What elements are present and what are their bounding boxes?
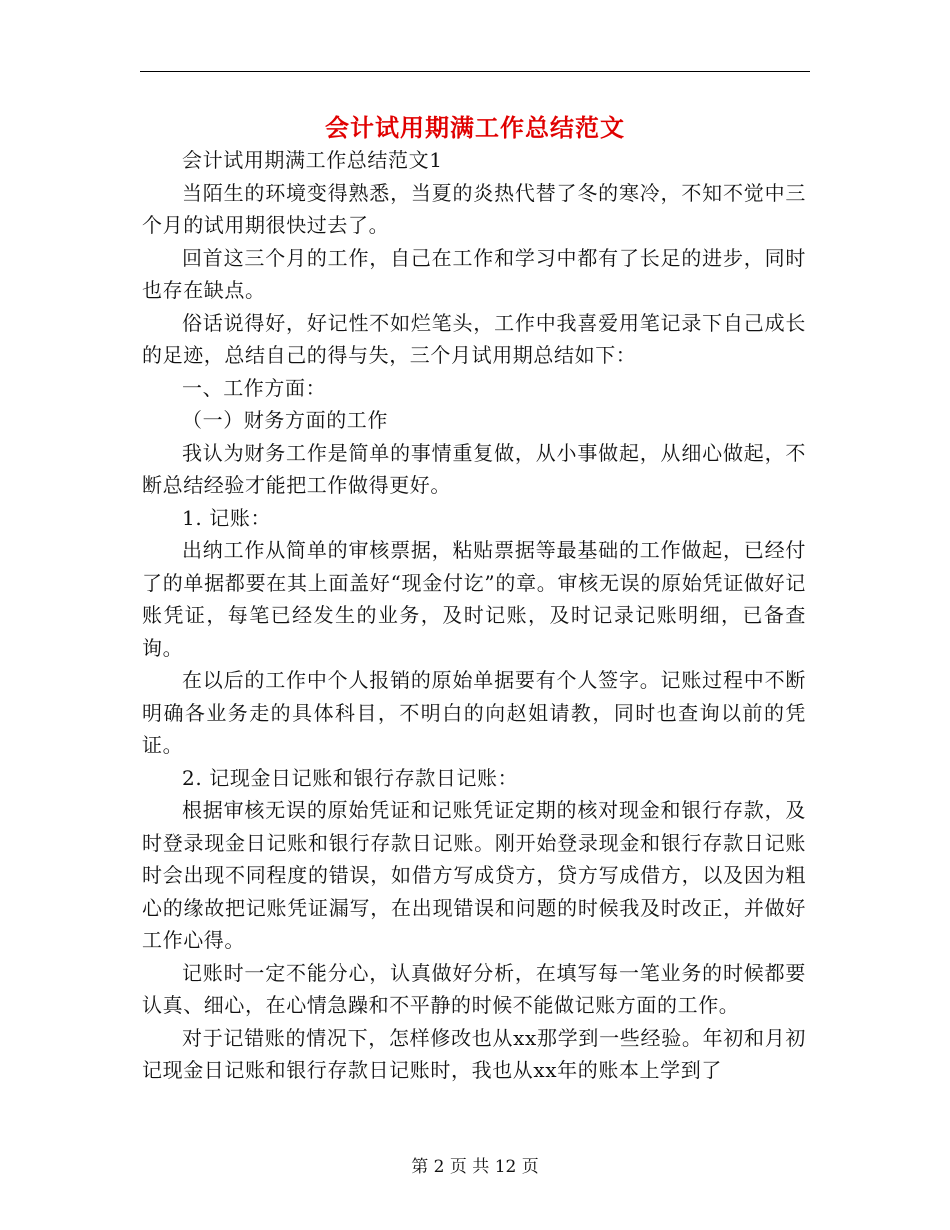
document-body	[142, 144, 806, 1087]
section-heading: 一、工作方面：	[182, 375, 327, 400]
paragraph: 回首这三个月的工作，自己在工作和学习中都有了长足的进步，同时也存在缺点。	[142, 245, 806, 302]
paragraph-heading-1: 会计试用期满工作总结范文1	[182, 148, 443, 172]
item-heading: 2. 记现金日记账和银行存款日记账：	[182, 765, 519, 790]
paragraph: 当陌生的环境变得熟悉，当夏的炎热代替了冬的寒冷，不知不觉中三个月的试用期很快过去了。	[142, 180, 806, 237]
paragraph: 对于记错账的情况下，怎样修改也从xx那学到一些经验。年初和月初记现金日记账和银行存款日记账时，我也从xx年的账本上学到了	[142, 1025, 806, 1082]
paragraph: 记账时一定不能分心，认真做好分析，在填写每一笔业务的时候都要认真、细心，在心情急躁和不平静的时候不能做记账方面的工作。	[142, 960, 806, 1017]
paragraph: 根据审核无误的原始凭证和记账凭证定期的核对现金和银行存款，及时登录现金日记账和银行存款日记账。刚开始登录现金和银行存款日记账时会出现不同程度的错误，如借方写成贷方，贷方写成借方，以及因为粗心的缘故把记账凭证漏写，在出现错误和问题的时候我及时改正，并做好工作心得。	[142, 798, 806, 952]
document-title: 会计试用期满工作总结范文	[325, 114, 625, 142]
paragraph: 出纳工作从简单的审核票据，粘贴票据等最基础的工作做起，已经付了的单据都要在其上面盖好“现金付讫”的章。审核无误的原始凭证做好记账凭证，每笔已经发生的业务，及时记账，及时记录记账明细，已备查询。	[142, 538, 806, 660]
header-rule	[140, 71, 810, 72]
subsection-heading: （一）财务方面的工作	[182, 408, 388, 432]
paragraph: 俗话说得好，好记性不如烂笔头，工作中我喜爱用笔记录下自己成长的足迹，总结自己的得与失，三个月试用期总结如下：	[142, 310, 806, 367]
paragraph: 在以后的工作中个人报销的原始单据要有个人签字。记账过程中不断明确各业务走的具体科目，不明白的向赵姐请教，同时也查询以前的凭证。	[142, 668, 806, 757]
item-heading: 1. 记账：	[182, 505, 272, 530]
paragraph: 我认为财务工作是简单的事情重复做，从小事做起，从细心做起，不断总结经验才能把工作做得更好。	[142, 440, 806, 497]
page-footer: 第 2 页 共 12 页	[411, 1157, 539, 1177]
